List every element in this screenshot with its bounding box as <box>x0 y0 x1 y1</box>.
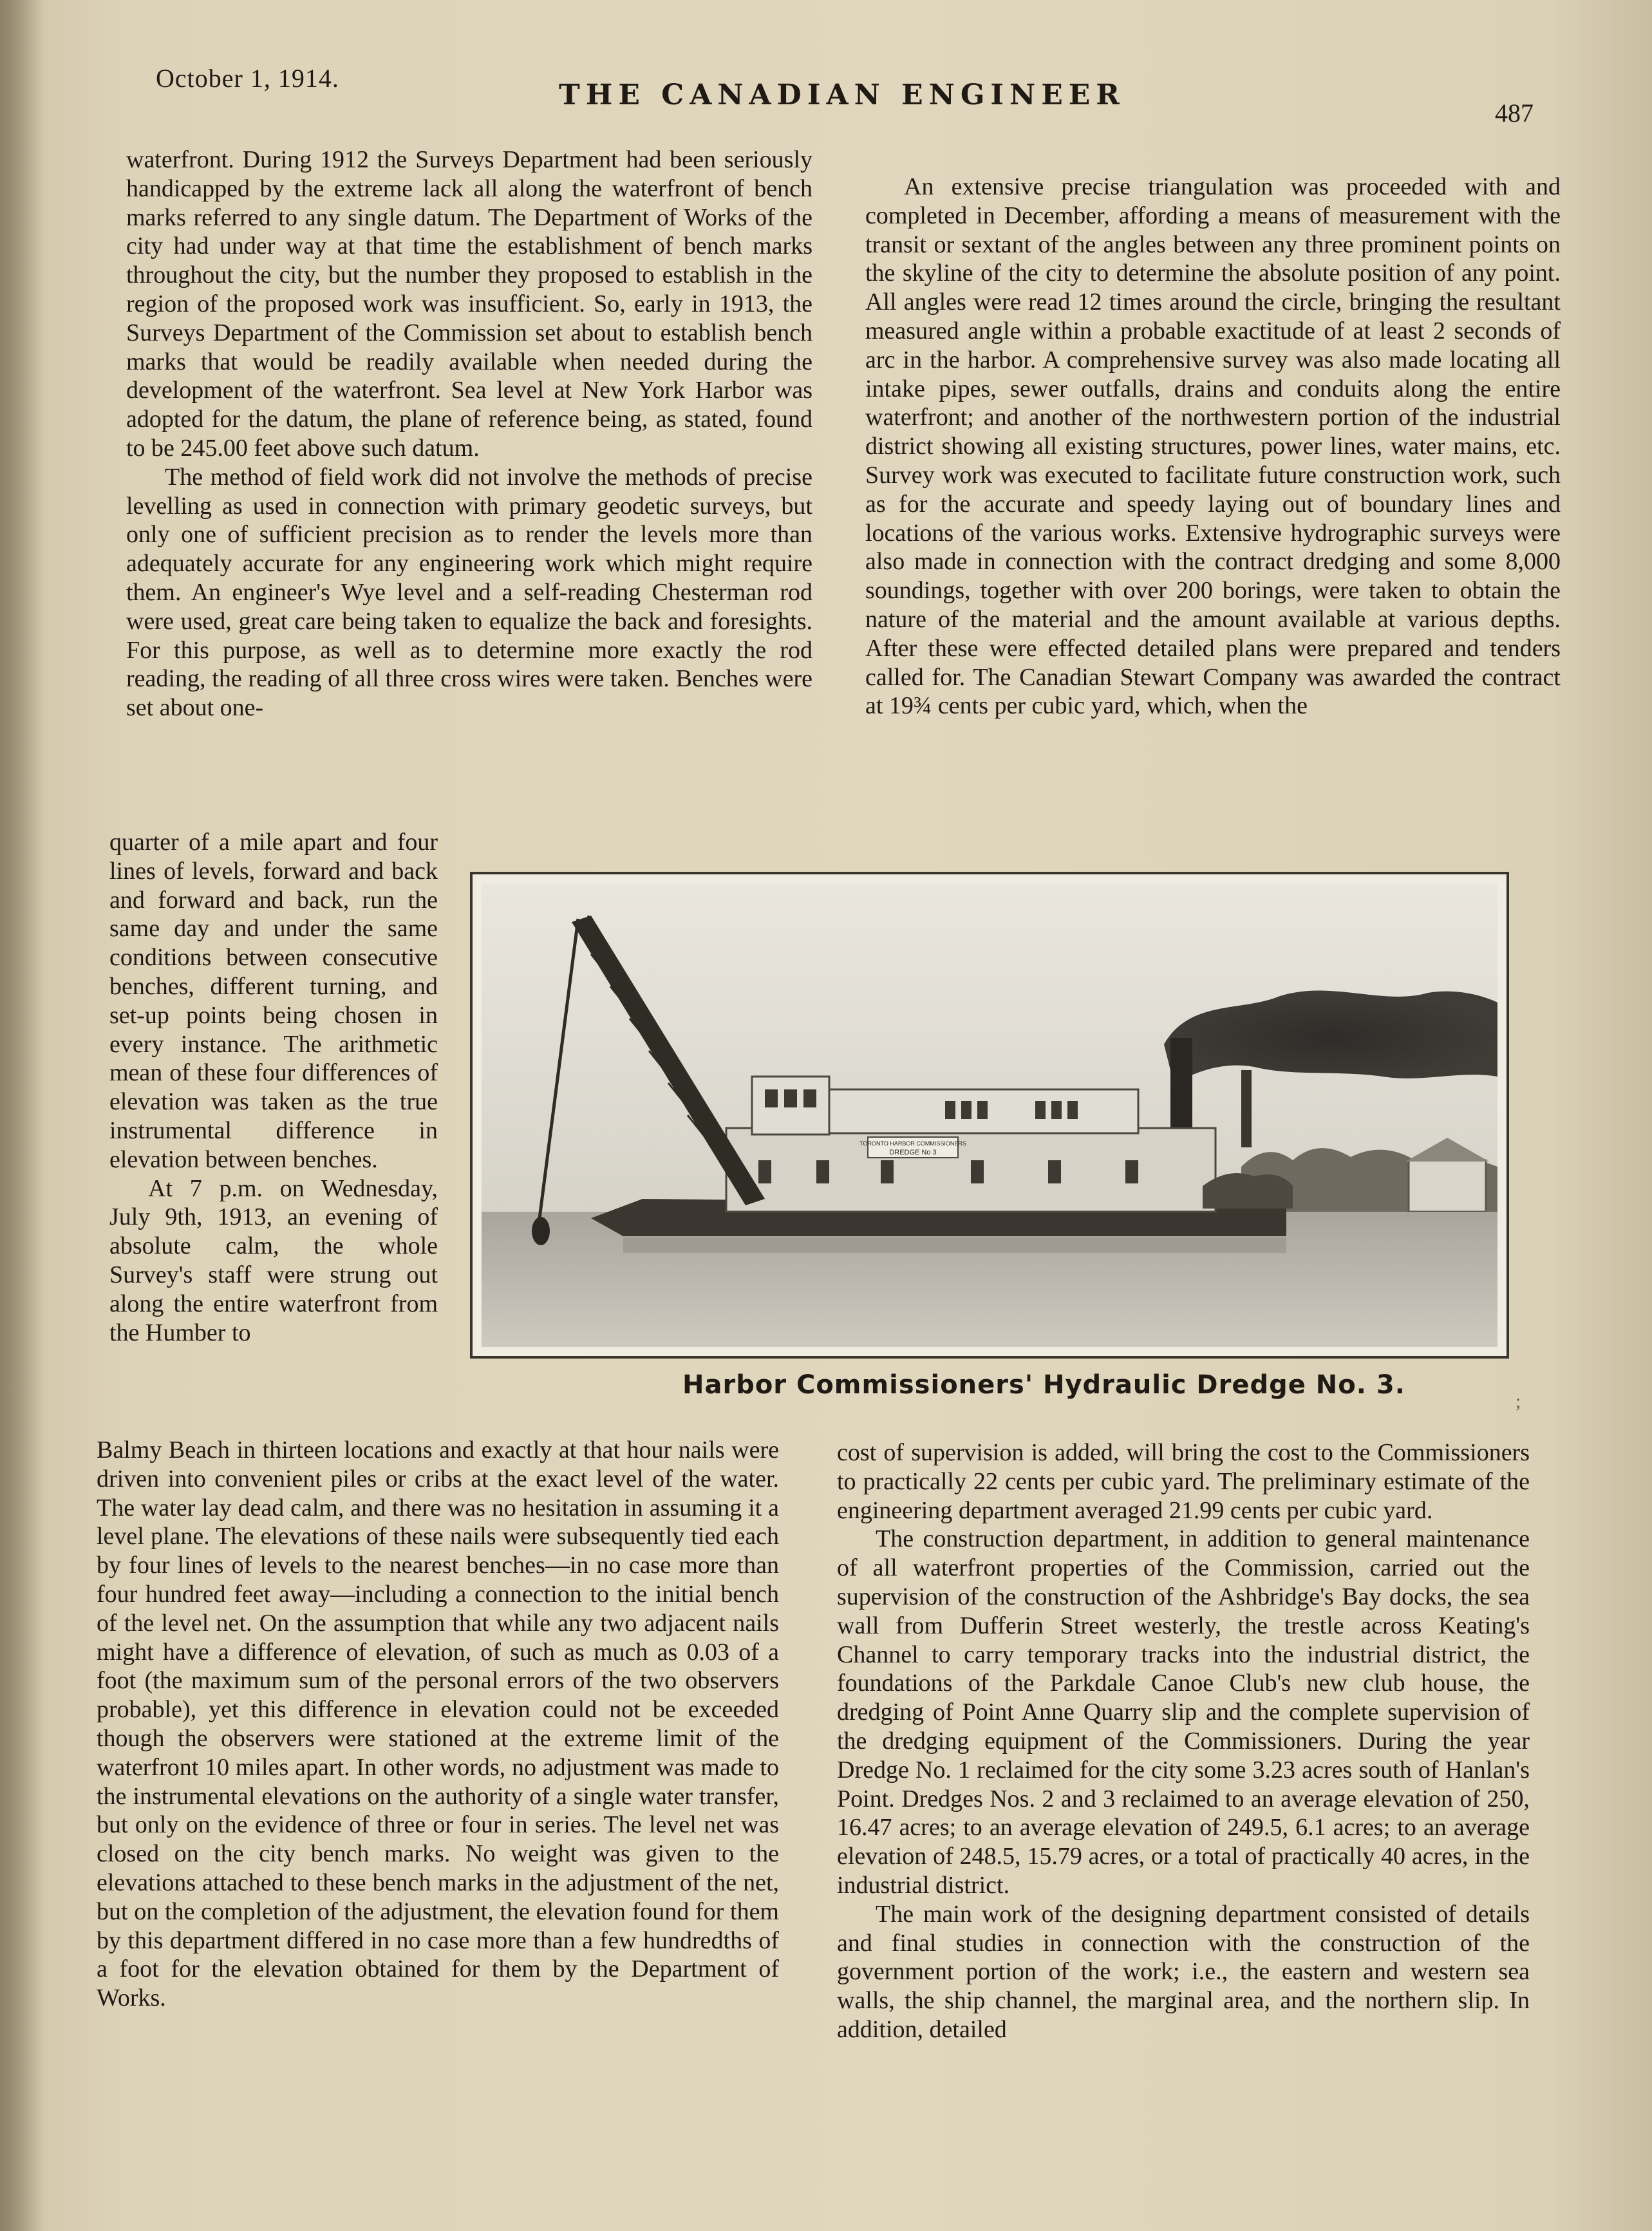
journal-title: THE CANADIAN ENGINEER <box>559 79 1125 111</box>
left-column-top <box>126 146 812 722</box>
right-column-top <box>865 173 1561 720</box>
header-date: October 1, 1914. <box>156 64 339 93</box>
paragraph: waterfront. During 1912 the Surveys Department had been seriously handicapped by the extreme lack all along the waterfront of bench marks referred to any single datum. The Department of Works of the city had under way at that time the establishment of bench marks throughout the city, but the number they proposed to establish in the region of the proposed work was insufficient. So, early in 1913, the Surveys Department of the Commission set about to establish bench marks that would be readily available when needed during the development of the waterfront. Sea level at New York Harbor was adopted for the datum, the plane of reference being, as stated, found to be 245.00 feet above such datum. <box>126 146 812 462</box>
binding-gutter-shadow <box>0 0 45 2231</box>
hull-reflection <box>623 1238 1286 1253</box>
smokestack <box>1170 1038 1192 1134</box>
name-board-line1: TORONTO HARBOR COMMISSIONERS <box>859 1140 966 1147</box>
right-column-bottom <box>837 1438 1530 2044</box>
dredge-photograph <box>470 872 1509 1359</box>
spoil-pile <box>1203 1173 1293 1209</box>
paragraph: The main work of the designing department consisted of details and final studies in connection with the construction of the government portion of the work; i.e., the eastern and western sea walls, the ship channel, the marginal area, and the northern slip. In addition, detailed <box>837 1900 1530 2043</box>
dredge-photo-illustration <box>482 883 1497 1347</box>
paragraph: cost of supervision is added, will bring the cost to the Commissioners to practically 22 cents per cubic yard. The preliminary estimate of the engineering department averaged 21.99 cents per cubic yard. <box>837 1439 1530 1524</box>
shore-house <box>1409 1160 1486 1212</box>
paragraph: quarter of a mile apart and four lines of levels, forward and back and forward and back, run the same day and under the same conditions between consecutive benches, different turning, and set-up points being chosen in every instance. The arithmetic mean of these four differences of elevation was taken as the true instrumental difference in elevation between benches. <box>109 829 438 1173</box>
paragraph: The construction department, in addition to general maintenance of all waterfront properties of the Commission, carried out the supervision of the construction of the Ashbridge's Bay docks, the sea wall from Dufferin Street westerly, the trestle across Keating's Channel to carry temporary tracks into the industrial district, the foundations of the Parkdale Canoe Club's new club house, the dredging of Point Anne Quarry slip and the complete supervision of the dredging equipment of the Commissioners. During the year Dredge No. 1 reclaimed for the city some 3.23 acres south of Hanlan's Point. Dredges Nos. 2 and 3 reclaimed to an average elevation of 250, 16.47 acres; to an average elevation of 249.5, 6.1 acres; to an average elevation of 248.5, 15.79 acres, or a total of practically 40 acres, in the industrial district. <box>837 1525 1530 1899</box>
buoy <box>532 1217 550 1245</box>
left-column-narrow <box>109 828 438 1347</box>
page-number: 487 <box>1495 99 1534 127</box>
paragraph: An extensive precise triangulation was proceeded with and completed in December, affording a means of measurement with the transit or sextant of the angles between any three prominent points on the skyline of the city to determine the absolute position of any point. All angles were read 12 times around the circle, bringing the resultant measured angle within a probable exactitude of at least 2 seconds of arc in the harbor. A comprehensive survey was also made locating all intake pipes, sewer outfalls, drains and conduits along the entire waterfront; and another of the northwestern portion of the industrial district showing all existing structures, power lines, water mains, etc. Survey work was executed to facilitate future construction work, such as for the accurate and speedy laying out of boundary lines and locations of the various works. Extensive hydrographic surveys were also made in connection with the contract dredging and some 8,000 soundings, together with over 200 borings, were taken to obtain the nature of the material and the amount available at various depths. After these were effected detailed plans were prepared and tenders called for. The Canadian Stewart Company was awarded the contract at 19¾ cents per cubic yard, which, when the <box>865 173 1561 720</box>
paragraph: The method of field work did not involve the methods of precise levelling as used in connection with primary geodetic surveys, but only one of sufficient precision as to render the levels more than adequately accurate for any engineering work which might require them. An engineer's Wye level and a self-reading Chesterman rod were used, great care being taken to equalize the back and foresights. For this purpose, as well as to determine more exactly the rod reading, the reading of all three cross wires were taken. Benches were set about one- <box>126 463 812 722</box>
figure-caption: Harbor Commissioners' Hydraulic Dredge No. 3. <box>682 1370 1405 1400</box>
name-board-line2: DREDGE No 3 <box>889 1149 937 1156</box>
running-header <box>0 0 1652 129</box>
left-column-bottom <box>97 1436 779 2013</box>
paragraph: Balmy Beach in thirteen locations and exactly at that hour nails were driven into convenient piles or cribs at the exact level of the water. The water lay dead calm, and there was no hesitation in assuming it a level plane. The elevations of these nails were subsequently tied each by four lines of levels to the nearest benches—in no case more than four hundred feet away—including a connection to the initial bench of the level net. On the assumption that while any two adjacent nails might have a difference of elevation, of such as much as 0.03 of a foot (the maximum sum of the personal errors of the two observers probable), yet this difference in elevation could not be exceeded though the observers were stationed at the extreme limit of the waterfront 10 miles apart. In other words, no adjustment was made to the instrumental elevations on the authority of a single water transfer, but only on the evidence of three or four in series. The level net was closed on the city bench marks. No weight was given to the elevations attached to these bench marks in the adjustment of the net, but on the completion of the adjustment, the elevation found for them by this department differed in no case more than a few hundredths of a foot for the elevation obtained for them by the Department of Works. <box>97 1436 779 2012</box>
second-stack <box>1241 1070 1252 1147</box>
paragraph: At 7 p.m. on Wednesday, July 9th, 1913, an evening of absolute calm, the whole Survey's staff were strung out along the entire waterfront from the Humber to <box>109 1174 438 1346</box>
stray-mark: ; <box>1516 1391 1521 1412</box>
